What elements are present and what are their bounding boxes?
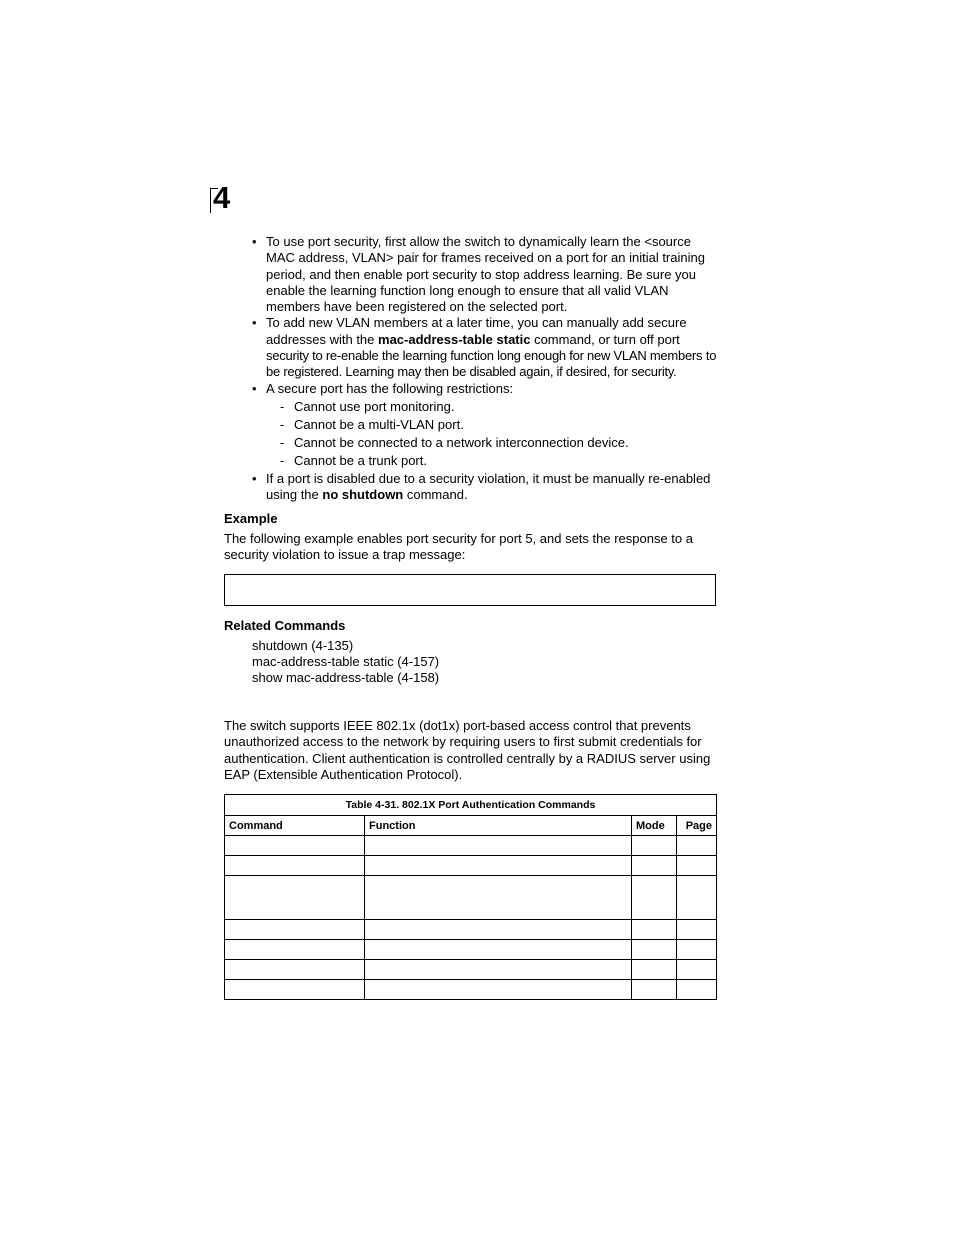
example-code-box	[224, 574, 716, 606]
restriction-item: - Cannot be a multi-VLAN port.	[280, 416, 464, 432]
bullet-dot: •	[252, 315, 257, 331]
related-command-link: shutdown (4-135)	[252, 638, 354, 653]
table-row	[225, 980, 717, 1000]
list-item	[252, 315, 722, 380]
column-header-command: Command	[225, 816, 365, 836]
command-mac-address-table-static: mac-address-table static	[378, 331, 531, 347]
note-reenable-pre: If a port is disabled due to a security violation, it must be manually re-enabled using the	[266, 470, 711, 503]
bullet-dot: •	[252, 380, 257, 396]
table-row	[225, 836, 717, 856]
chapter-marker-bar	[210, 188, 211, 213]
example-heading: Example	[224, 511, 278, 526]
table-caption: Table 4-31. 802.1X Port Authentication Commands	[225, 795, 717, 816]
table-row	[225, 960, 717, 980]
command-no-shutdown: no shutdown	[322, 487, 404, 503]
table-header-row	[225, 816, 717, 836]
list-item	[252, 381, 722, 469]
note-reenable-post: command.	[403, 487, 468, 503]
bullet-dot: •	[252, 234, 257, 249]
column-header-function: Function	[365, 816, 632, 836]
list-item	[252, 471, 722, 504]
note-add-vlan-pre: To add new VLAN members at a later time, you can manually add secure addresses with the	[266, 315, 687, 347]
related-commands-heading: Related Commands	[224, 618, 346, 633]
chapter-marker	[210, 180, 240, 215]
example-text: The following example enables port security for port 5, and sets the response to a security violation to issue a trap message:	[224, 531, 693, 563]
table-row	[225, 920, 717, 940]
note-learning: To use port security, first allow the switch to dynamically learn the <source MAC address, VLAN> pair for frames received on a port for an initial training period, and then enable port security to stop address learning. Be sure you enable the learning function long enough to ensure that all valid VLAN members have been registered on the selected port.	[266, 234, 705, 315]
dot1x-commands-table	[224, 794, 717, 1000]
restriction-item: - Cannot be connected to a network interconnection device.	[280, 434, 629, 450]
related-command-link: show mac-address-table (4-158)	[252, 670, 440, 685]
related-command-link: mac-address-table static (4-157)	[252, 654, 440, 669]
note-restrictions: A secure port has the following restrictions:	[266, 380, 514, 396]
restriction-item: - Cannot use port monitoring.	[280, 398, 455, 414]
note-add-vlan-end: to be registered. Learning may then be disabled again, if desired, for security.	[266, 348, 717, 380]
port-security-notes	[252, 234, 722, 504]
column-header-mode: Mode	[632, 816, 677, 836]
table-row	[225, 876, 717, 920]
note-add-vlan-rest: security to re-enable the learning function long enough for new VLAN members	[266, 348, 703, 364]
list-item	[252, 234, 722, 315]
table-row	[225, 940, 717, 960]
column-header-page: Page	[677, 816, 717, 836]
restriction-item: - Cannot be a trunk port.	[280, 452, 427, 468]
dot1x-intro-paragraph: The switch supports IEEE 802.1x (dot1x) port-based access control that prevents unauthorized access to the network by requiring users to first submit credentials for authentication. Client authentication is controlled centrally by a RADIUS server using EAP (Extensible Authentication Protocol).	[224, 718, 711, 782]
chapter-number: 4	[213, 180, 231, 215]
bullet-dot: •	[252, 470, 257, 486]
related-commands-list	[252, 638, 439, 686]
note-add-vlan-mid: command, or turn off port	[530, 331, 680, 347]
table-row	[225, 856, 717, 876]
